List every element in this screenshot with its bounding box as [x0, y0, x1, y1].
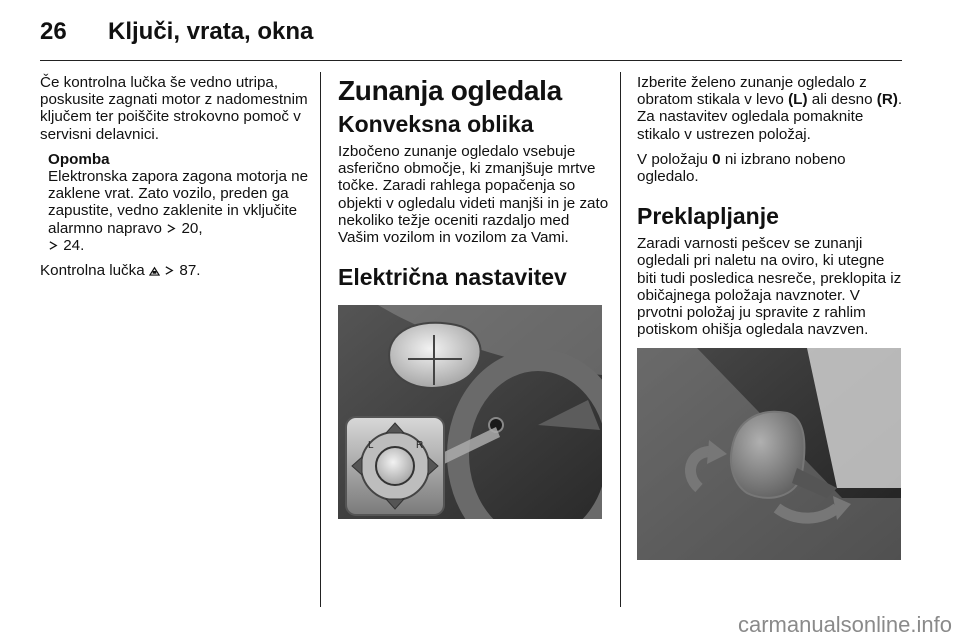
note-title: Opomba — [48, 150, 110, 168]
right-position-label: (R) — [876, 91, 898, 109]
column-1 — [40, 74, 310, 287]
switch-label-right: R — [416, 440, 424, 452]
select-text: Izberite želeno zunanje ogledalo z obratom stikala v levo — [637, 74, 867, 109]
page-number: 26 — [40, 18, 67, 45]
lock-warning-icon — [149, 265, 160, 276]
subheading-folding: Preklapljanje — [637, 203, 779, 230]
switch-label-left: L — [368, 440, 374, 452]
ref-arrow-icon — [48, 240, 59, 251]
mirror-folding-illustration — [637, 348, 901, 560]
note-body — [48, 168, 310, 254]
switch-knob — [376, 447, 414, 485]
subheading-electric: Električna nastavitev — [338, 264, 567, 291]
mirror-switch-illustration — [338, 305, 602, 519]
select-text-2: ali desno — [811, 91, 873, 109]
note-ref-link[interactable]: 24. — [63, 236, 85, 254]
convex-paragraph: Izbočeno zunanje ogledalo vsebuje asferično območje, ki zmanjšuje mrtve točke. Zaradi rahlega popačenja so objekti v ogledalu videti manjši in je zato nekoliko težje oceniti razdaljo med Vašim vozilom in vozilom za Vami. — [338, 143, 609, 247]
warning-light-text: Kontrolna lučka — [40, 262, 145, 280]
zero-position-paragraph — [637, 151, 907, 185]
note-ref-link[interactable]: 20, — [181, 219, 203, 237]
zero-text: V položaju — [637, 150, 708, 168]
adjust-text: . Za nastavitev ogledala pomaknite stikalo v ustrezen položaj. — [637, 91, 903, 143]
warning-light-paragraph — [40, 262, 310, 279]
ref-arrow-icon — [166, 223, 177, 234]
note-text: Elektronska zapora zagona motorja ne zaklene vrat. Zato vozilo, preden ga zapustite, vedno zaklenite in vključite alarmno napravo — [48, 168, 309, 237]
running-title: Ključi, vrata, okna — [108, 18, 314, 45]
left-position-label: (L) — [788, 91, 808, 109]
mirror-housing — [731, 412, 804, 498]
column-2 — [338, 74, 610, 519]
zero-text-2: ni izbrano nobeno ogledalo. — [637, 150, 846, 186]
zero-position-label: 0 — [712, 150, 721, 168]
ref-arrow-icon — [164, 265, 175, 276]
column-3 — [637, 74, 907, 560]
watermark: carmanualsonline.info — [737, 612, 952, 637]
subheading-convex: Konveksna oblika — [338, 111, 534, 137]
warning-light-ref-link[interactable]: 87. — [179, 262, 201, 280]
immobiliser-paragraph: Če kontrolna lučka še vedno utripa, poskusite zagnati motor z nadomestnim ključem ter poiščite strokovno pomoč v servisni delavnici. — [40, 74, 308, 143]
column-divider-left — [320, 72, 321, 607]
header-rule — [40, 60, 902, 61]
column-divider-right — [620, 72, 621, 607]
folding-paragraph: Zaradi varnosti pešcev se zunanji ogledali pri naletu na oviro, ki utegne biti tudi posledica nesreče, preklopita iz običajnega položaja navznoter. V prvotni položaj ju spravite z rahlim potiskom ohišja ogledala navzven. — [637, 235, 902, 339]
section-heading: Zunanja ogledala — [338, 75, 562, 106]
note-block — [48, 151, 310, 254]
select-mirror-paragraph — [637, 74, 907, 143]
